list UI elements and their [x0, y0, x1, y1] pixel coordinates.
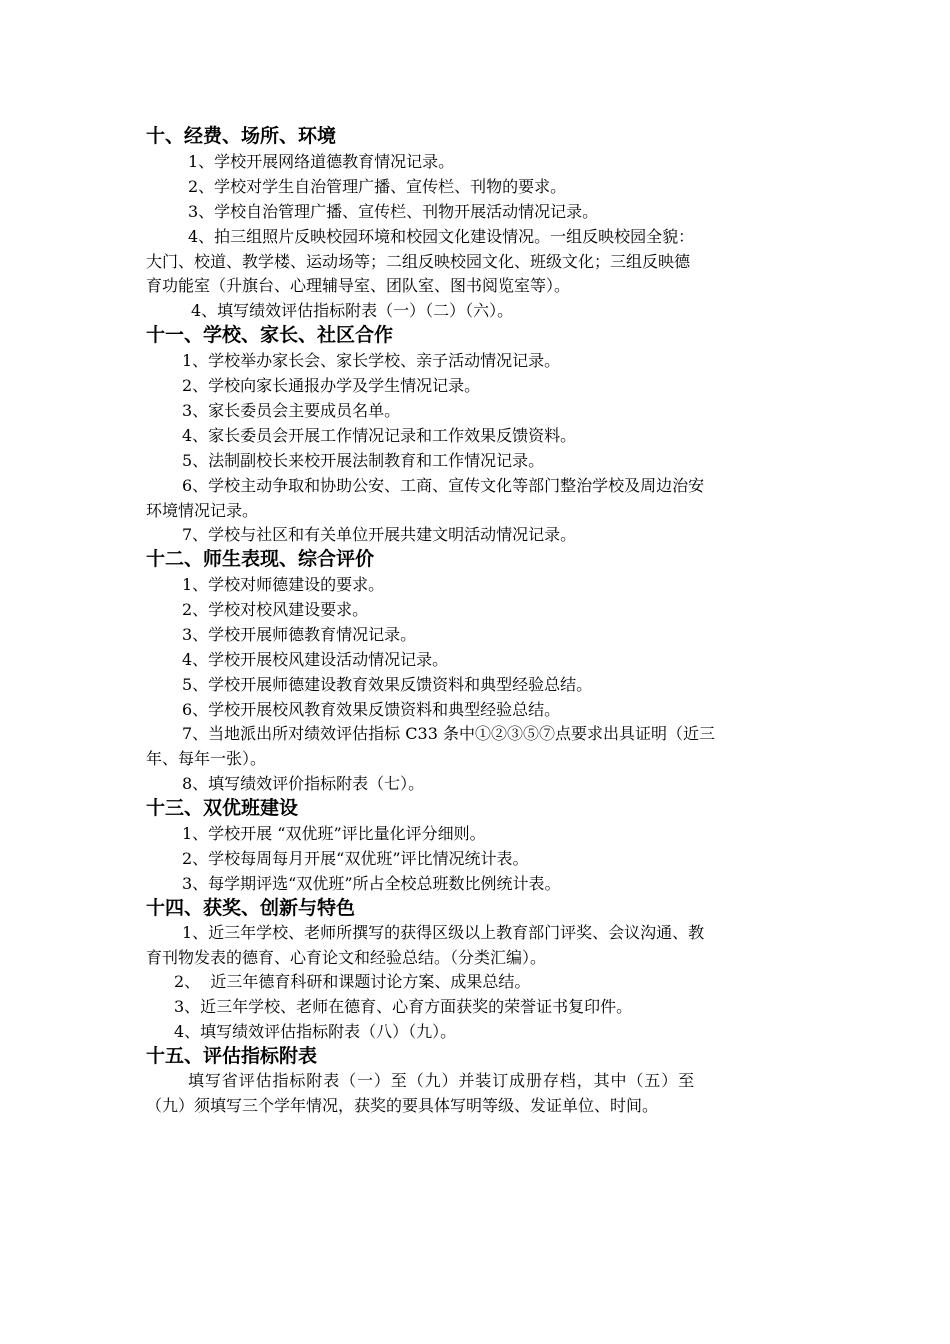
list-item: 4、家长委员会开展工作情况记录和工作效果反馈资料。	[182, 426, 577, 445]
section-heading-14: 十四、获奖、创新与特色	[146, 897, 356, 919]
list-item	[146, 474, 804, 523]
list-item: 1、学校举办家长会、家长学校、亲子活动情况记录。	[182, 351, 561, 370]
list-item: 6、学校开展校风教育效果反馈资料和典型经验总结。	[182, 700, 561, 719]
list-item	[146, 225, 804, 299]
list-item-line: 大门、校道、教学楼、运动场等；二组反映校园文化、班级文化；三组反映德	[146, 251, 691, 271]
section-heading-11: 十一、学校、家长、社区合作	[146, 324, 394, 346]
section-heading-15: 十五、评估指标附表	[146, 1045, 318, 1067]
list-item: 1、学校开展网络道德教育情况记录。	[188, 152, 455, 171]
list-item-line: 4、拍三组照片反映校园环境和校园文化建设情况。一组反映校园全貌：	[188, 227, 695, 246]
list-item: 3、学校自治管理广播、宣传栏、刊物开展活动情况记录。	[188, 202, 599, 221]
section-heading-12: 十二、师生表现、综合评价	[146, 548, 375, 570]
paragraph	[146, 1069, 804, 1118]
list-item	[146, 722, 804, 771]
list-item: 3、每学期评选“双优班”所占全校总班数比例统计表。	[182, 874, 561, 893]
list-item: 4、填写绩效评估指标附表（八）（九）。	[174, 1022, 457, 1041]
list-item: 3、家长委员会主要成员名单。	[182, 401, 401, 420]
list-item-line: 育功能室（升旗台、心理辅导室、团队室、图书阅览室等）。	[146, 276, 571, 296]
list-item: 1、学校开展 “双优班”评比量化评分细则。	[182, 824, 486, 843]
list-item-line: 7、当地派出所对绩效评估指标 C33 条中①②③⑤⑦点要求出具证明（近三	[182, 724, 715, 743]
list-item: 3、近三年学校、老师在德育、心育方面获奖的荣誉证书复印件。	[174, 997, 633, 1016]
list-item: 5、学校开展师德建设教育效果反馈资料和典型经验总结。	[182, 675, 593, 694]
section-heading-10: 十、经费、场所、环境	[146, 125, 337, 147]
list-item: 5、法制副校长来校开展法制教育和工作情况记录。	[182, 451, 545, 470]
list-item: 4、学校开展校风建设活动情况记录。	[182, 650, 449, 669]
paragraph-line: （九）须填写三个学年情况，获奖的要具体写明等级、发证单位、时间。	[146, 1095, 659, 1115]
list-item-line: 育刊物发表的德育、心育论文和经验总结。（分类汇编）。	[146, 947, 547, 967]
list-item-line: 环境情况记录。	[146, 500, 259, 520]
list-item: 2、学校向家长通报办学及学生情况记录。	[182, 376, 481, 395]
list-item	[146, 921, 804, 970]
section-heading-13: 十三、双优班建设	[146, 797, 299, 819]
list-item: 8、填写绩效评价指标附表（七）。	[182, 774, 425, 793]
list-item-line: 1、近三年学校、老师所撰写的获得区级以上教育部门评奖、会议沟通、教	[182, 923, 705, 942]
list-item: 1、学校对师德建设的要求。	[182, 575, 385, 594]
list-item: 2、 近三年德育科研和课题讨论方案、成果总结。	[174, 972, 531, 991]
list-item: 4、填写绩效评估指标附表（一）（二）（六）。	[191, 301, 514, 320]
paragraph-line: 填写省评估指标附表（一）至（九）并装订成册存档，其中（五）至	[188, 1071, 696, 1090]
list-item: 2、学校对学生自治管理广播、宣传栏、刊物的要求。	[188, 177, 567, 196]
list-item: 3、学校开展师德教育情况记录。	[182, 625, 417, 644]
list-item-line: 6、学校主动争取和协助公安、工商、宣传文化等部门整治学校及周边治安	[182, 476, 705, 495]
list-item-line: 年、每年一张）。	[146, 748, 267, 768]
list-item: 7、学校与社区和有关单位开展共建文明活动情况记录。	[182, 525, 577, 544]
list-item: 2、学校每周每月开展“双优班”评比情况统计表。	[182, 849, 529, 868]
list-item: 2、学校对校风建设要求。	[182, 600, 369, 619]
